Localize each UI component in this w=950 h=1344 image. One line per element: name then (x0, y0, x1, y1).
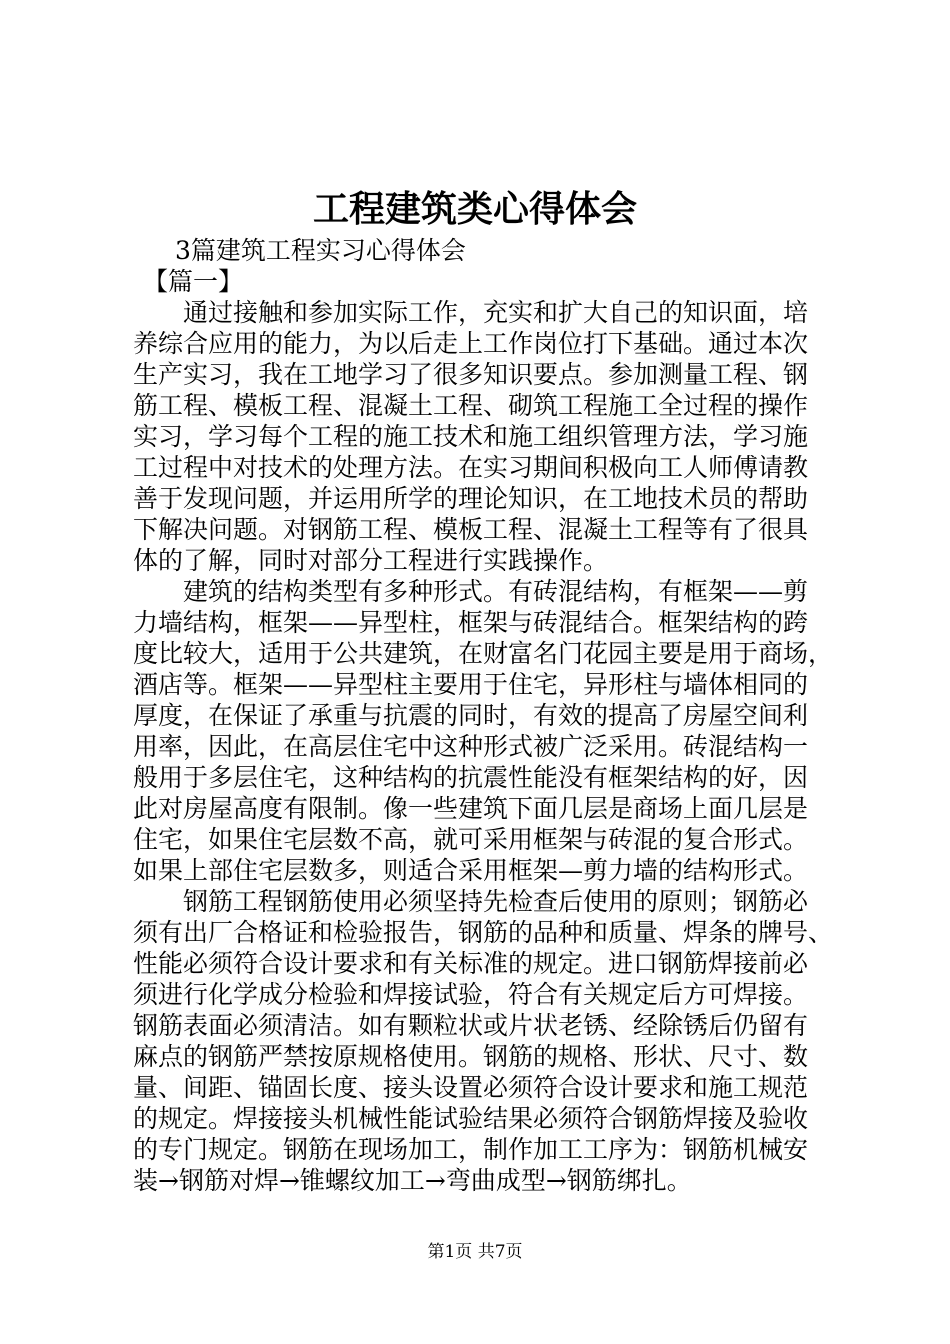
paragraph-line: 须有出厂合格证和检验报告，钢筋的品种和质量、焊条的牌号、 (133, 918, 834, 947)
paragraph-line: 力墙结构，框架——异型柱，框架与砖混结合。框架结构的跨 (133, 608, 809, 637)
paragraph-line: 此对房屋高度有限制。像一些建筑下面几层是商场上面几层是 (133, 794, 809, 823)
paragraph-line: 建筑的结构类型有多种形式。有砖混结构，有框架——剪 (183, 577, 809, 606)
paragraph-line: 的规定。焊接接头机械性能试验结果必须符合钢筋焊接及验收 (133, 1104, 809, 1133)
paragraph-line: 的专门规定。钢筋在现场加工，制作加工工序为：钢筋机械安 (133, 1135, 809, 1164)
paragraph-line: 般用于多层住宅，这种结构的抗震性能没有框架结构的好，因 (133, 763, 809, 792)
paragraph-line: 通过接触和参加实际工作，充实和扩大自己的知识面，培 (183, 298, 809, 327)
section-label: 【篇一】 (143, 267, 244, 296)
document-title: 工程建筑类心得体会 (312, 188, 637, 230)
paragraph-line: 麻点的钢筋严禁按原规格使用。钢筋的规格、形状、尺寸、数 (133, 1042, 809, 1071)
paragraph-line: 下解决问题。对钢筋工程、模板工程、混凝土工程等有了很具 (133, 515, 809, 544)
paragraph-3 (133, 886, 834, 1196)
paragraph-line: 住宅，如果住宅层数不高，就可采用框架与砖混的复合形式。 (133, 825, 809, 854)
paragraph-line: 酒店等。框架——异型柱主要用于住宅，异形柱与墙体相同的 (133, 670, 809, 699)
paragraph-line: 性能必须符合设计要求和有关标准的规定。进口钢筋焊接前必 (133, 949, 809, 978)
paragraph-line: 筋工程、模板工程、混凝土工程、砌筑工程施工全过程的操作 (133, 391, 809, 420)
paragraph-line: 钢筋表面必须清洁。如有颗粒状或片状老锈、经除锈后仍留有 (133, 1011, 809, 1040)
paragraph-line: 装→钢筋对焊→锥螺纹加工→弯曲成型→钢筋绑扎。 (133, 1166, 692, 1195)
paragraph-line: 如果上部住宅层数多，则适合采用框架—剪力墙的结构形式。 (133, 856, 809, 885)
paragraph-1 (133, 297, 823, 576)
paragraph-line: 量、间距、锚固长度、接头设置必须符合设计要求和施工规范 (133, 1073, 809, 1102)
paragraph-line: 钢筋工程钢筋使用必须坚持先检查后使用的原则；钢筋必 (183, 887, 809, 916)
document-subtitle: 3篇建筑工程实习心得体会 (175, 236, 466, 265)
paragraph-line: 善于发现问题，并运用所学的理论知识，在工地技术员的帮助 (133, 484, 809, 513)
paragraph-line: 养综合应用的能力，为以后走上工作岗位打下基础。通过本次 (133, 329, 809, 358)
paragraph-line: 体的了解，同时对部分工程进行实践操作。 (133, 546, 609, 575)
paragraph-line: 生产实习，我在工地学习了很多知识要点。参加测量工程、钢 (133, 360, 809, 389)
document-body (133, 235, 834, 1196)
paragraph-2 (133, 576, 834, 886)
paragraph-line: 厚度，在保证了承重与抗震的同时，有效的提高了房屋空间利 (133, 701, 809, 730)
paragraph-line: 须进行化学成分检验和焊接试验，符合有关规定后方可焊接。 (133, 980, 809, 1009)
page-footer: 第1页 共7页 (427, 1242, 523, 1262)
paragraph-line: 用率，因此，在高层住宅中这种形式被广泛采用。砖混结构一 (133, 732, 809, 761)
paragraph-line: 工过程中对技术的处理方法。在实习期间积极向工人师傅请教 (133, 453, 809, 482)
paragraph-line: 实习，学习每个工程的施工技术和施工组织管理方法，学习施 (133, 422, 809, 451)
paragraph-line: 度比较大，适用于公共建筑，在财富名门花园主要是用于商场， (133, 639, 834, 668)
